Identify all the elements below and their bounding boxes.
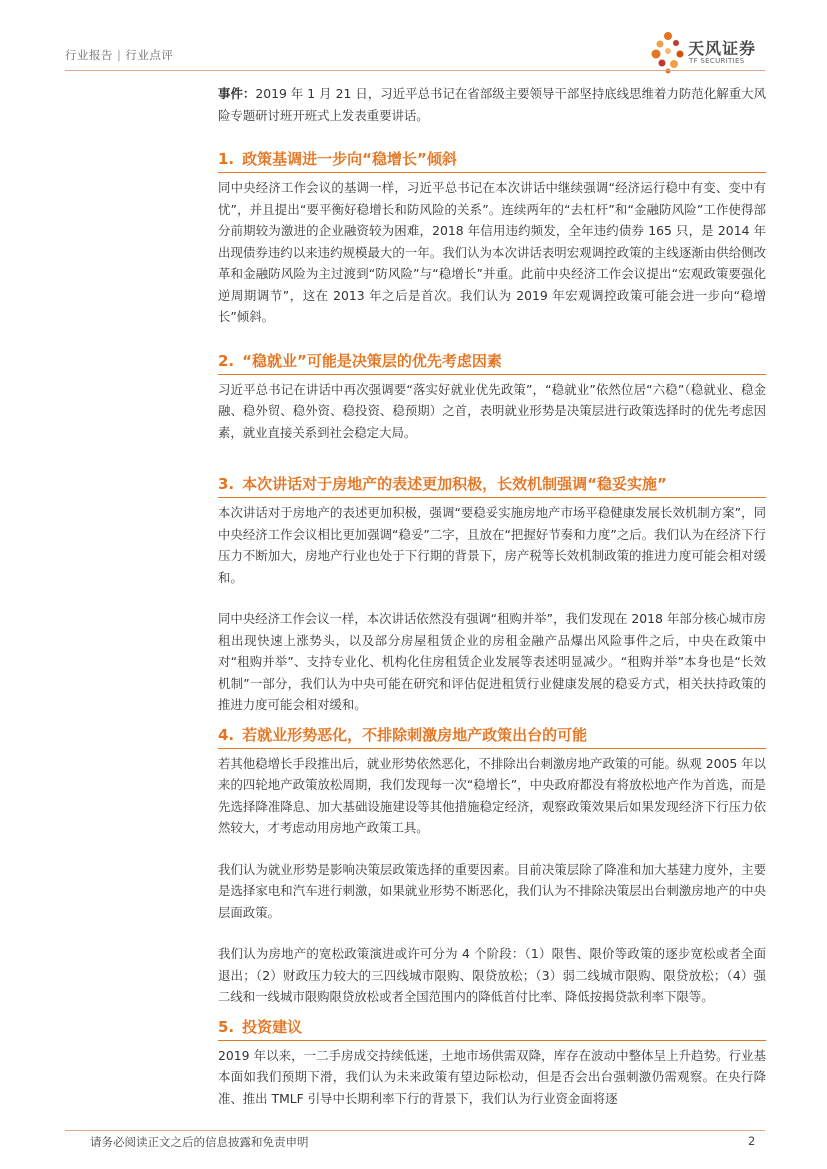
section-heading xyxy=(218,348,766,374)
section-underline xyxy=(218,172,766,173)
section-heading xyxy=(218,1014,766,1040)
logo-name: 天风证券 xyxy=(688,39,757,58)
section-2 xyxy=(218,348,766,444)
report-body xyxy=(218,83,766,1109)
section-paragraph: 同中央经济工作会议一样，本次讲话依然没有强调“租购并举”，我们发现在 2018 年部分核心城市房租出现快速上涨势头，以及部分房屋租赁企业的房租金融产品爆出风险事件之后，中央在政策中对“租购并举”、支持专业化、机构化住房租赁企业发展等表述明显减少。“租购并举”本身也是“长效机制”一部分，我们认为中央可能在研究和评估促进租赁行业健康发展的稳妥方式，相关扶持政策的推进力度可能会相对缓和。 xyxy=(218,611,766,712)
report-category xyxy=(65,47,173,63)
section-1 xyxy=(218,146,766,328)
section-underline xyxy=(218,374,766,375)
section-number: 4. xyxy=(218,725,235,744)
event-text: 2019 年 1 月 21 日，习近平总书记在省部级主要领导干部坚持底线思维着力防范化解重大风险专题研讨班开班式上发表重要讲话。 xyxy=(218,86,766,123)
section-title: 本次讲话对于房地产的表述更加积极，长效机制强调“稳妥实施” xyxy=(242,475,667,493)
section-heading xyxy=(218,471,766,497)
section-number: 5. xyxy=(218,1017,235,1036)
section-title: 投资建议 xyxy=(242,1017,303,1036)
section-underline xyxy=(218,497,766,498)
footer-divider xyxy=(65,1130,765,1131)
footer-disclaimer: 请务必阅读正文之后的信息披露和免责申明 xyxy=(90,1135,309,1149)
event-label: 事件： xyxy=(218,86,256,101)
section-paragraph: 我们认为就业形势是影响决策层政策选择的重要因素。目前决策层除了降准和加大基建力度外，主要是选择家电和汽车进行刺激，如果就业形势不断恶化，我们认为不排除决策层出台刺激房地产的中央层面政策。 xyxy=(218,861,766,920)
event-paragraph xyxy=(218,83,766,126)
section-paragraph: 我们认为房地产的宽松政策演进或许可分为 4 个阶段：（1）限售、限价等政策的逐步宽松或者全面退出；（2）财政压力较大的三四线城市限购、限贷放松；（3）弱二线城市限购、限贷放松；（4）强二线和一线城市限购限贷放松或者全国范围内的降低首付比率、降低按揭贷款利率下限等。 xyxy=(218,946,766,1004)
category-separator: | xyxy=(117,48,122,62)
section-number: 1. xyxy=(218,150,235,168)
tf-securities-logo xyxy=(650,30,770,74)
section-number: 2. xyxy=(218,351,235,370)
section-underline xyxy=(218,748,766,749)
section-underline xyxy=(218,1040,766,1041)
section-number: 3. xyxy=(218,475,235,493)
section-4 xyxy=(218,722,766,1008)
section-title: 政策基调进一步向“稳增长”倾斜 xyxy=(242,150,457,168)
subcategory-label: 行业点评 xyxy=(125,48,174,62)
section-title: 若就业形势恶化，不排除刺激房地产政策出台的可能 xyxy=(242,725,588,744)
logo-subtitle: TF SECURITIES xyxy=(689,57,745,65)
section-5 xyxy=(218,1014,766,1110)
section-title: “稳就业”可能是决策层的优先考虑因素 xyxy=(242,351,502,370)
section-heading xyxy=(218,722,766,748)
category-label: 行业报告 xyxy=(65,48,113,62)
section-paragraph: 本次讲话对于房地产的表述更加积极，强调“要稳妥实施房地产市场平稳健康发展长效机制方案”，同中央经济工作会议相比更加强调“稳妥”二字，且放在“把握好节奏和力度”之后。我们认为在经济下行压力不断加大，房地产行业也处于下行期的背景下，房产税等长效机制政策的推进力度可能会相对缓和。 xyxy=(218,505,766,585)
section-paragraph: 若其他稳增长手段推出后，就业形势依然恶化，不排除出台刺激房地产政策的可能。纵观 2005 年以来的四轮地产政策放松周期，我们发现每一次“稳增长”，中央政府都没有将放松地产作为首选，而是先选择降准降息、加大基础设施建设等其他措施稳定经济，观察政策效果后如果发现经济下行压力依然较大，才考虑动用房地产政策工具。 xyxy=(218,755,766,835)
section-paragraph: 同中央经济工作会议的基调一样，习近平总书记在本次讲话中继续强调“经济运行稳中有变、变中有忧”，并且提出“要平衡好稳增长和防风险的关系”。连续两年的“去杠杆”和“金融防风险”工作使得部分前期较为激进的企业融资较为困难，2018 年信用违约频发，全年违约债券 165 只，是 2014 年出现债券违约以来违约规模最大的一年。我们认为本次讲话表明宏观调控政策的主线逐渐由供给侧改革和金融防风险为主过渡到“防风险”与“稳增长”并重。此前中央经济工作会议提出“宏观政策要强化逆周期调节”，这在 2013 年之后是首次。我们认为 2019 年宏观调控政策可能会进一步向“稳增长”倾斜。 xyxy=(218,180,766,324)
logo-dots-icon xyxy=(650,30,686,74)
header-divider xyxy=(65,70,765,71)
section-3 xyxy=(218,471,766,716)
page-number: 2 xyxy=(748,1134,756,1148)
section-paragraph: 2019 年以来，一二手房成交持续低迷，土地市场供需双降，库存在波动中整体呈上升趋势。行业基本面如我们预期下滑，我们认为未来政策有望边际松动，但是否会出台强刺激仍需观察。在央行降准、推出 TMLF 引导中长期利率下行的背景下，我们认为行业资金面将逐 xyxy=(218,1047,766,1106)
section-heading xyxy=(218,146,766,172)
section-paragraph: 习近平总书记在讲话中再次强调要“落实好就业优先政策”，“稳就业”依然位居“六稳”（稳就业、稳金融、稳外贸、稳外资、稳投资、稳预期）之首，表明就业形势是决策层进行政策选择时的优先考虑因素，就业直接关系到社会稳定大局。 xyxy=(218,381,766,440)
